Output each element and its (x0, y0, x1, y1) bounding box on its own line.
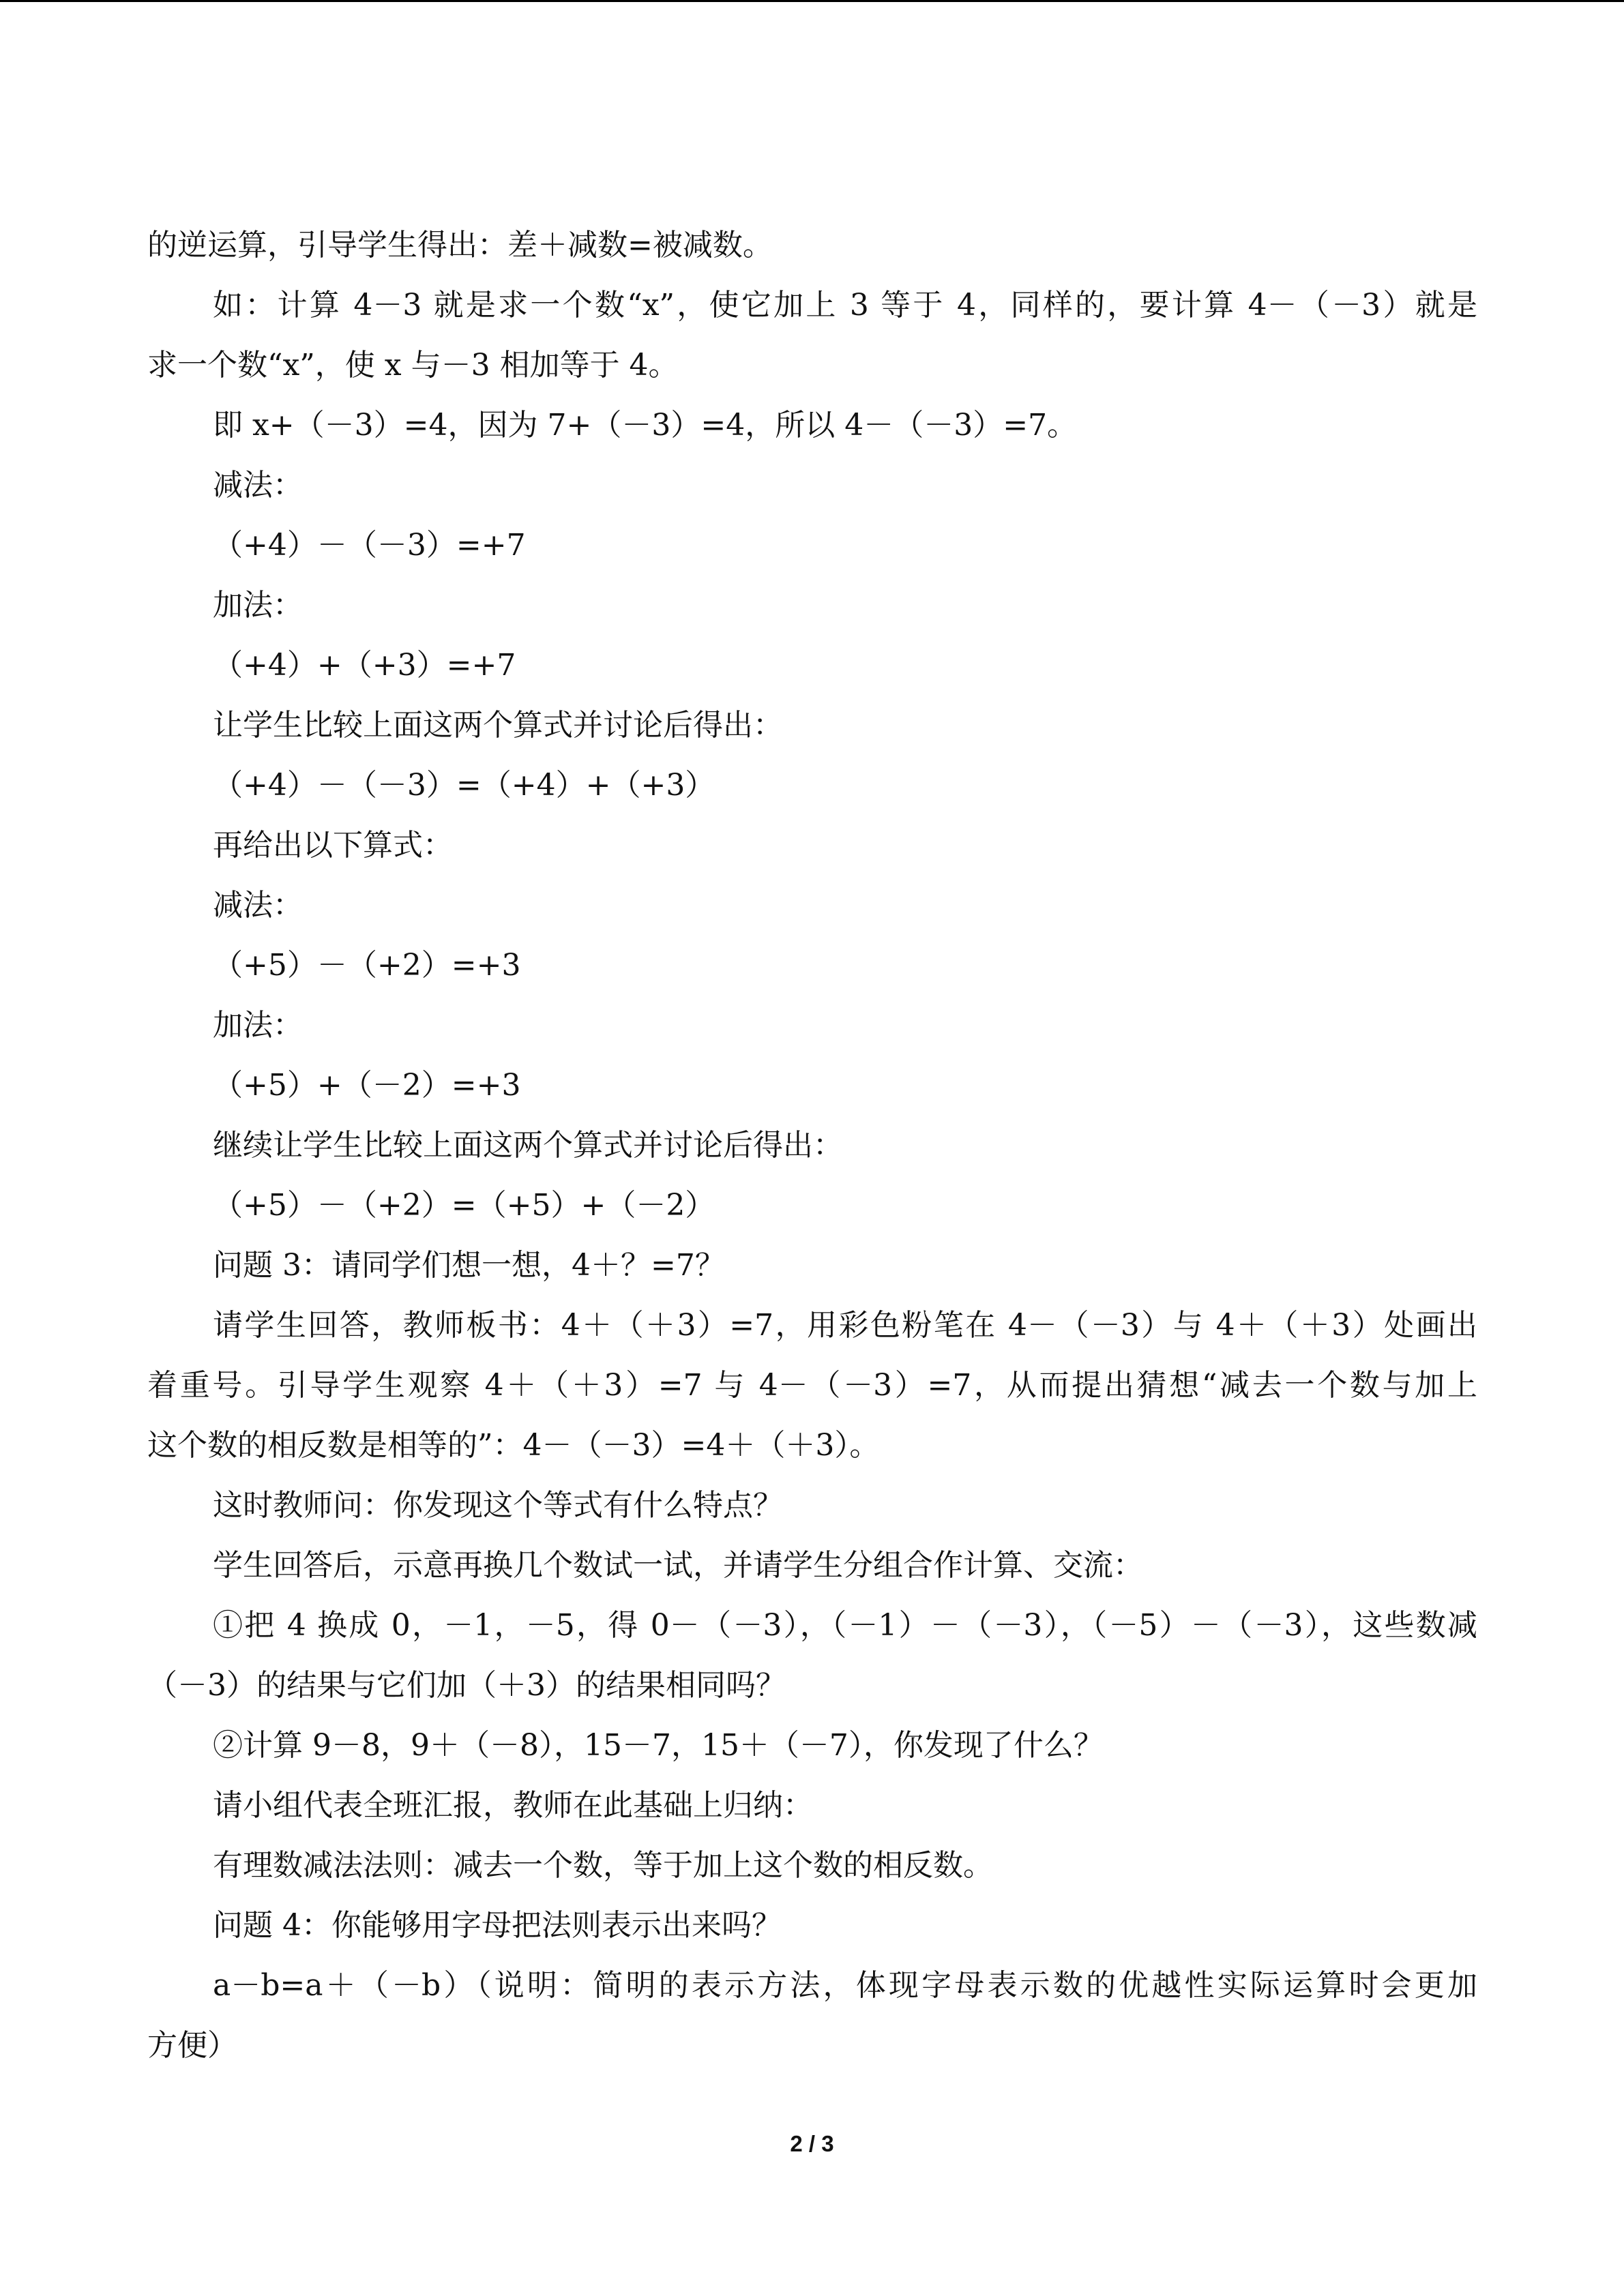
equation-line: （+5）－（+2）=（+5）+（－2） (213, 1188, 715, 1223)
text-line: 着重号。引导学生观察 4＋（＋3）=7 与 4－（－3）=7，从而提出猜想“减去一个数与加上 (147, 1368, 1477, 1403)
text-line: 让学生比较上面这两个算式并讨论后得出： (213, 708, 783, 743)
text-line: 如：计算 4－3 就是求一个数“x”，使它加上 3 等于 4，同样的，要计算 4－（－3）就是 (213, 288, 1477, 323)
text-line: 请小组代表全班汇报，教师在此基础上归纳： (213, 1788, 813, 1823)
text-line: 方便） (147, 2028, 237, 2063)
question-line: 问题 4：你能够用字母把法则表示出来吗？ (213, 1908, 782, 1943)
text-line: ①把 4 换成 0，－1，－5，得 0－（－3），（－1）－（－3），（－5）－（－3），这些数减 (213, 1608, 1477, 1643)
text-line: ②计算 9－8，9＋（－8），15－7，15＋（－7），你发现了什么？ (213, 1728, 1104, 1763)
equation-line: （+4）－（－3）=+7 (213, 528, 526, 563)
question-line: 问题 3：请同学们想一想，4＋？=7？ (213, 1248, 725, 1283)
text-line: 减法： (213, 468, 303, 503)
equation-line: （+4）－（－3）=（+4）+（+3） (213, 768, 715, 803)
text-line: 求一个数“x”，使 x 与－3 相加等于 4。 (147, 348, 679, 383)
text-line: 加法： (213, 588, 303, 623)
equation-line: （+5）+（－2）=+3 (213, 1068, 521, 1103)
text-line: 再给出以下算式： (213, 828, 453, 863)
text-line: 这时教师问：你发现这个等式有什么特点？ (213, 1488, 783, 1523)
text-line: 即 x+（－3）=4，因为 7+（－3）=4，所以 4－（－3）=7。 (213, 408, 1078, 443)
document-body (147, 215, 1477, 2076)
equation-line: （+5）－（+2）=+3 (213, 948, 521, 983)
page-number: 2 / 3 (790, 2131, 834, 2156)
text-line: 减法： (213, 888, 303, 923)
text-line: 加法： (213, 1008, 303, 1043)
rule-statement: 有理数减法法则：减去一个数，等于加上这个数的相反数。 (213, 1848, 993, 1883)
text-line: （－3）的结果与它们加（＋3）的结果相同吗？ (147, 1668, 786, 1703)
text-line: 请学生回答，教师板书：4＋（＋3）=7，用彩色粉笔在 4－（－3）与 4＋（＋3）处画出 (213, 1308, 1477, 1343)
text-line: 这个数的相反数是相等的”：4－（－3）=4＋（＋3）。 (147, 1428, 880, 1463)
text-line: 继续让学生比较上面这两个算式并讨论后得出： (213, 1128, 843, 1163)
text-line: 的逆运算，引导学生得出：差＋减数=被减数。 (147, 228, 773, 263)
text-line: 学生回答后，示意再换几个数试一试，并请学生分组合作计算、交流： (213, 1548, 1143, 1583)
top-border-line (0, 0, 1624, 2)
equation-line: （+4）+（+3）=+7 (213, 648, 516, 683)
text-line: a－b=a＋（－b）（说明：简明的表示方法，体现字母表示数的优越性实际运算时会更加 (213, 1968, 1477, 2003)
